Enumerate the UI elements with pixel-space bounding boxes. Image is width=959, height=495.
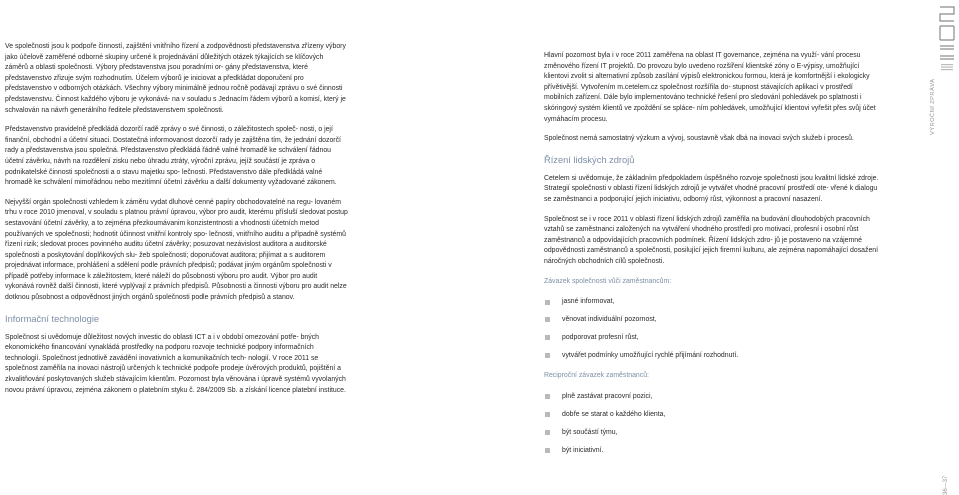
bullet-square-icon bbox=[545, 300, 550, 305]
employee-commitment-subhead: Reciproční závazek zaměstnanců: bbox=[544, 372, 649, 380]
list-item: vytvářet podmínky umožňující rychlé přijímání rozhodnutí. bbox=[544, 351, 884, 362]
right-column bbox=[544, 51, 884, 466]
company-commitment-list bbox=[544, 297, 884, 361]
list-item: být součástí týmu, bbox=[544, 428, 884, 439]
employee-commitment-list bbox=[544, 392, 884, 456]
company-commitment-subhead: Závazek společnosti vůči zaměstnancům: bbox=[544, 277, 672, 285]
bullet-square-icon bbox=[545, 430, 550, 435]
list-item: věnovat individuální pozornost, bbox=[544, 315, 884, 326]
list-item: plně zastávat pracovní pozici, bbox=[544, 392, 884, 403]
section-heading-it: Informační technologie bbox=[5, 313, 100, 324]
it-paragraph: Společnost si uvědomuje důležitost nových investic do oblasti ICT a i v období omezování potře- bných ekonomického financování vynakládá prostředky na podporu rozvoje technické podpory informačních technologií. Společnost jednotlivě zavádění inovativních a komunikačních tech- nologií. V roce 2011 se společnost zaměřila na inovaci nástrojů určených k technické podpoře prodeje úvěrových produktů, pojištění a zkvalitňování poskytovaných služeb stávajícím klientům. Pozornost byla věnována i úpravě systémů vyvolaných novou právní úpravou, zejména zákonem o platebním styku č. 284/2009 Sb. a získání licence platební instituce. bbox=[5, 333, 346, 394]
left-column bbox=[5, 42, 348, 405]
annual-report-label: VÝROČNÍ ZPRÁVA bbox=[930, 78, 936, 135]
it-governance-paragraph: Hlavní pozornost byla i v roce 2011 zaměřena na oblast IT governance, zejména na využí- vání procesu změnového řízení IT projektů. Do provozu bylo uvedeno rozšíření klientské zóny o E-výpisy, umožňující klientovi zvolit si alternativní způsob zasílání výpisů elektronickou formou, která je komfortnější i ekologicky přívětivější. Vytvořením m.cetelem.cz společnost rozšířila do- stupnost stávajících aplikací v prostředí mobilních zařízení. Dále bylo implementováno technické řešení pro sledování pohledávek po splatnosti i skóringový systém klientů ve zpoždění se spláce- ním pohledávek, umožňující klientovi vyřešit přes svůj účet vymáhacím procesu. bbox=[544, 52, 876, 123]
research-paragraph: Společnost nemá samostatný výzkum a vývoj, soustavně však dbá na inovaci svých služeb i procesů. bbox=[544, 135, 854, 143]
page-numbers: 36—37 bbox=[943, 475, 949, 495]
list-item: podporovat profesní růst, bbox=[544, 333, 884, 344]
intro-paragraph: Ve společnosti jsou k podpoře činností, zajištění vnitřního řízení a zodpovědnosti představenstva zřízeny výbory jako účelově zaměřené odborné skupiny určené k projednávání důležitých otázek týkajících se klíčových záměrů a oblasti společnosti. Výbory představenstva jsou poradními or- gány představenstva, které představenstvo zřizuje svým rozhodnutím. Účelem výborů je iniciovat a předkládat doporučení pro představenstvo v odborných otázkách. Všechny výbory minimálně jednou ročně podávají zprávu o své činnosti představenstvu. Činnost každého výboru je vykonává- na v souladu s Jednacím řádem výborů a komisí, který je schvalován na návrh generálního ředitele představenstvem společnosti. bbox=[5, 43, 346, 114]
bullet-square-icon bbox=[545, 335, 550, 340]
list-item: jasné informovat, bbox=[544, 297, 884, 308]
bullet-square-icon bbox=[545, 448, 550, 453]
list-item: dobře se starat o každého klienta, bbox=[544, 410, 884, 421]
bullet-square-icon bbox=[545, 353, 550, 358]
board-paragraph: Představenstvo pravidelně předkládá dozorčí radě zprávy o své činnosti, o záležitostech společ- nosti, o její finanční, obchodní a účetní situaci. Dostatečná informovanost dozorčí rady je zajištěna tím, že jednání dozorčí rady a představenstva jsou společná. Představenstvo předkládá řádně valné hromadě ke schválení řádnou účetní závěrku, návrh na rozdělení zisku nebo úhradu ztráty, výroční zprávu, jejíž součástí je zpráva o podnikatelské činnosti společnosti a o stavu majetku spo- lečnosti. Představenstvo dále předkládá valné hromadě ke schválení mimořádnou nebo mezitímní účetní závěrku a další dokumenty vyžadované zákonem. bbox=[5, 126, 341, 187]
bullet-square-icon bbox=[545, 317, 550, 322]
hr-strategy-paragraph: Cetelem si uvědomuje, že základním předpokladem úspěšného rozvoje společnosti jsou kvalitní lidské zdroje. Strategií společnosti v oblasti řízení lidských zdrojů je vytvářet vhodné pracovní prostředí ote- vřené k dialogu se zaměstnanci a podporující jejich iniciativu, odborný růst, výkonnost a pracovní nasazení. bbox=[544, 174, 879, 203]
section-heading-hr: Řízení lidských zdrojů bbox=[544, 154, 635, 165]
bullet-square-icon bbox=[545, 412, 550, 417]
hr-focus-paragraph: Společnost se i v roce 2011 v oblasti řízení lidských zdrojů zaměřila na budování dlouhodobých pracovních vztahů se zaměstnanci založených na vytváření vhodného prostředí pro motivaci, profesní i osobní růst zaměstnanců a odpovídajících pracovních podmínek. Řízení lidských zdro- jů je postaveno na vzájemné odpovědnosti zaměstnanců a společnosti, posilující jejich firemní kulturu, ale zejména napomáhající dosažení náročných obchodních cílů společnosti. bbox=[544, 215, 879, 265]
year-logo-icon bbox=[937, 2, 957, 72]
bullet-square-icon bbox=[545, 394, 550, 399]
list-item: být iniciativní. bbox=[544, 446, 884, 457]
audit-paragraph: Nejvyšší orgán společnosti vzhledem k záměru vydat dluhové cenné papíry obchodovatelné na regu- lovaném trhu v roce 2010 jmenoval, v souladu s platnou právní úpravou, výbor pro audit, kterému přísluší sledovat postup sestavování účetní závěrky, a to zejména přezkoumávanim konzistentnosti a vhodnosti účetních metod používaných ve společnosti; hodnotit účinnost vnitřní kontroly spo- lečnosti, vnitřního auditu a případně systémů řízení rizik; sledovat proces povinného auditu účetní závěrky; posuzovat nezávislost auditora a auditorské společnosti a poskytování doplňkových slu- žeb společnosti; doporučovat auditora; přijímat a s auditorem projednávat informace, prohlášení a sdělení podle právních předpisů; podávat jiným orgánům společnosti v případě potřeby informace k záležitostem, které náleží do působnosti výboru pro audit. Výbor pro audit vykonává rovněž další činnosti, které vyplývají z právních předpisů. Působnosti a činnosti výboru pro audit nelze dotknou působnost a odpovědnost jiných orgánů společnosti podle právních předpisů a stanov. bbox=[5, 198, 348, 302]
